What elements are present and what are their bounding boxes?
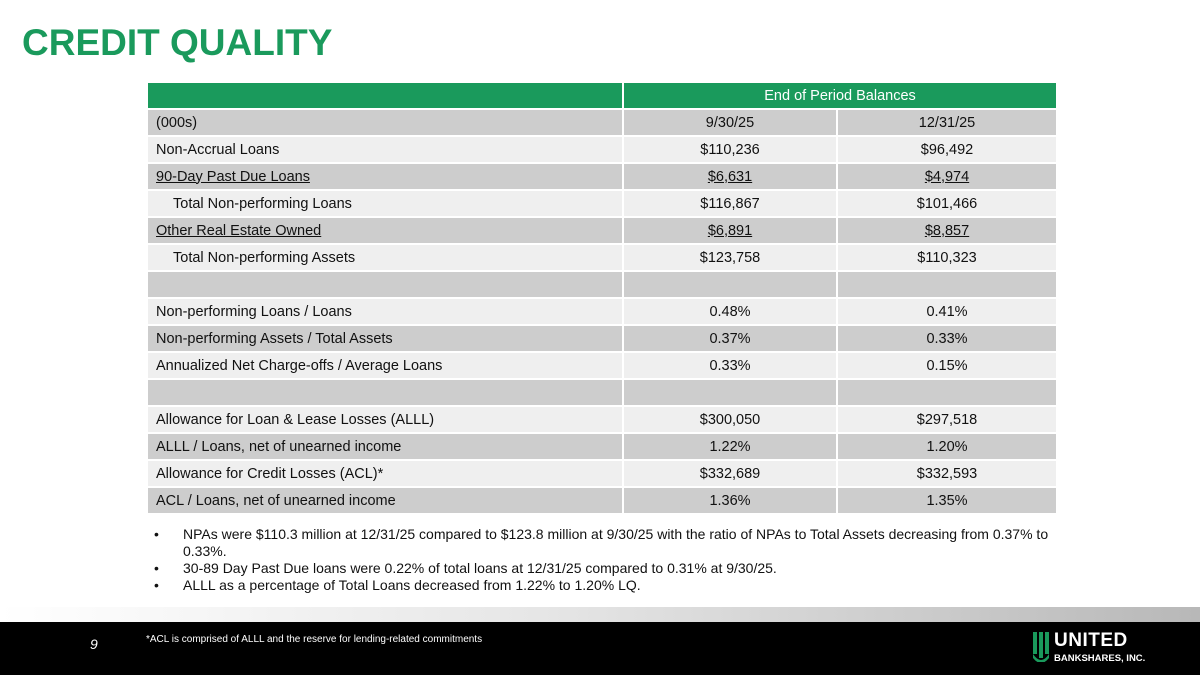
- table-row: [147, 190, 1057, 217]
- table-row: [147, 352, 1057, 379]
- row-value-q4: 1.20%: [837, 433, 1057, 460]
- row-label: Annualized Net Charge-offs / Average Loans: [147, 352, 623, 379]
- bullet-marker: •: [154, 560, 159, 576]
- bullet-marker: •: [154, 526, 159, 542]
- row-label: Non-performing Loans / Loans: [147, 298, 623, 325]
- row-value-q4: $8,857: [837, 217, 1057, 244]
- row-value-q4: 0.41%: [837, 298, 1057, 325]
- row-value-q4: 0.33%: [837, 325, 1057, 352]
- row-value-q4: 1.35%: [837, 487, 1057, 514]
- spacer-cell: [623, 379, 837, 406]
- spacer-cell: [837, 379, 1057, 406]
- row-value-q3: 0.33%: [623, 352, 837, 379]
- row-value-q3: $6,891: [623, 217, 837, 244]
- row-label: ALLL / Loans, net of unearned income: [147, 433, 623, 460]
- footnote: *ACL is comprised of ALLL and the reserve for lending-related commitments: [146, 634, 483, 645]
- bullet-item: [154, 577, 1054, 594]
- bullet-text: NPAs were $110.3 million at 12/31/25 compared to $123.8 million at 9/30/25 with the ratio of NPAs to Total Assets decreasing from 0.37% to 0.33%.: [183, 526, 1049, 559]
- row-label: Other Real Estate Owned: [147, 217, 623, 244]
- row-label: Total Non-performing Assets: [147, 244, 623, 271]
- row-value-q4: $96,492: [837, 136, 1057, 163]
- row-value-q3: 0.48%: [623, 298, 837, 325]
- table-row: [147, 244, 1057, 271]
- page-number: 9: [90, 636, 98, 652]
- spacer-cell: [837, 271, 1057, 298]
- spacer-cell: [623, 271, 837, 298]
- footer-bar: [0, 622, 1200, 675]
- row-value-q3: $110,236: [623, 136, 837, 163]
- row-label: Allowance for Credit Losses (ACL)*: [147, 460, 623, 487]
- table-row: [147, 298, 1057, 325]
- bullet-text: ALLL as a percentage of Total Loans decreased from 1.22% to 1.20% LQ.: [183, 577, 641, 593]
- header-blank-cell: [147, 82, 623, 109]
- logo-mark-icon: [1033, 632, 1049, 662]
- row-value-q4: $101,466: [837, 190, 1057, 217]
- table-spacer-row: [147, 271, 1057, 298]
- table-row: [147, 406, 1057, 433]
- row-label: Non-Accrual Loans: [147, 136, 623, 163]
- row-label: Total Non-performing Loans: [147, 190, 623, 217]
- group-header: End of Period Balances: [623, 82, 1057, 109]
- row-value-q3: 1.22%: [623, 433, 837, 460]
- page-title: CREDIT QUALITY: [22, 22, 333, 63]
- logo-name: UNITED: [1054, 630, 1128, 651]
- spacer-cell: [147, 379, 623, 406]
- row-value-q4: $110,323: [837, 244, 1057, 271]
- table-column-header-row: [147, 109, 1057, 136]
- table-row: [147, 136, 1057, 163]
- row-value-q4: 0.15%: [837, 352, 1057, 379]
- footer-gradient-band: [0, 607, 1200, 622]
- bullet-marker: •: [154, 577, 159, 593]
- credit-quality-table: [146, 81, 1058, 515]
- row-value-q3: $300,050: [623, 406, 837, 433]
- logo-subtitle: BANKSHARES, INC.: [1054, 653, 1146, 664]
- table-row: [147, 460, 1057, 487]
- table-row: [147, 433, 1057, 460]
- row-value-q3: $332,689: [623, 460, 837, 487]
- row-value-q3: 0.37%: [623, 325, 837, 352]
- row-label: Allowance for Loan & Lease Losses (ALLL): [147, 406, 623, 433]
- row-value-q3: $123,758: [623, 244, 837, 271]
- row-label: ACL / Loans, net of unearned income: [147, 487, 623, 514]
- table-row: [147, 217, 1057, 244]
- row-value-q4: $4,974: [837, 163, 1057, 190]
- table-row: [147, 487, 1057, 514]
- row-value-q3: $116,867: [623, 190, 837, 217]
- row-value-q4: $332,593: [837, 460, 1057, 487]
- table-group-header-row: [147, 82, 1057, 109]
- bullet-item: [154, 526, 1054, 560]
- table-spacer-row: [147, 379, 1057, 406]
- bullet-text: 30-89 Day Past Due loans were 0.22% of total loans at 12/31/25 compared to 0.31% at 9/30/25.: [183, 560, 777, 576]
- row-value-q4: $297,518: [837, 406, 1057, 433]
- row-label: Non-performing Assets / Total Assets: [147, 325, 623, 352]
- company-logo: [1033, 632, 1153, 668]
- bullet-item: [154, 560, 1054, 577]
- row-label: 90-Day Past Due Loans: [147, 163, 623, 190]
- table-row: [147, 325, 1057, 352]
- row-value-q3: $6,631: [623, 163, 837, 190]
- column-header-9-30-25: 9/30/25: [623, 109, 837, 136]
- commentary-bullets: [154, 526, 1054, 594]
- spacer-cell: [147, 271, 623, 298]
- column-header-12-31-25: 12/31/25: [837, 109, 1057, 136]
- row-value-q3: 1.36%: [623, 487, 837, 514]
- table-row: [147, 163, 1057, 190]
- column-header-units: (000s): [147, 109, 623, 136]
